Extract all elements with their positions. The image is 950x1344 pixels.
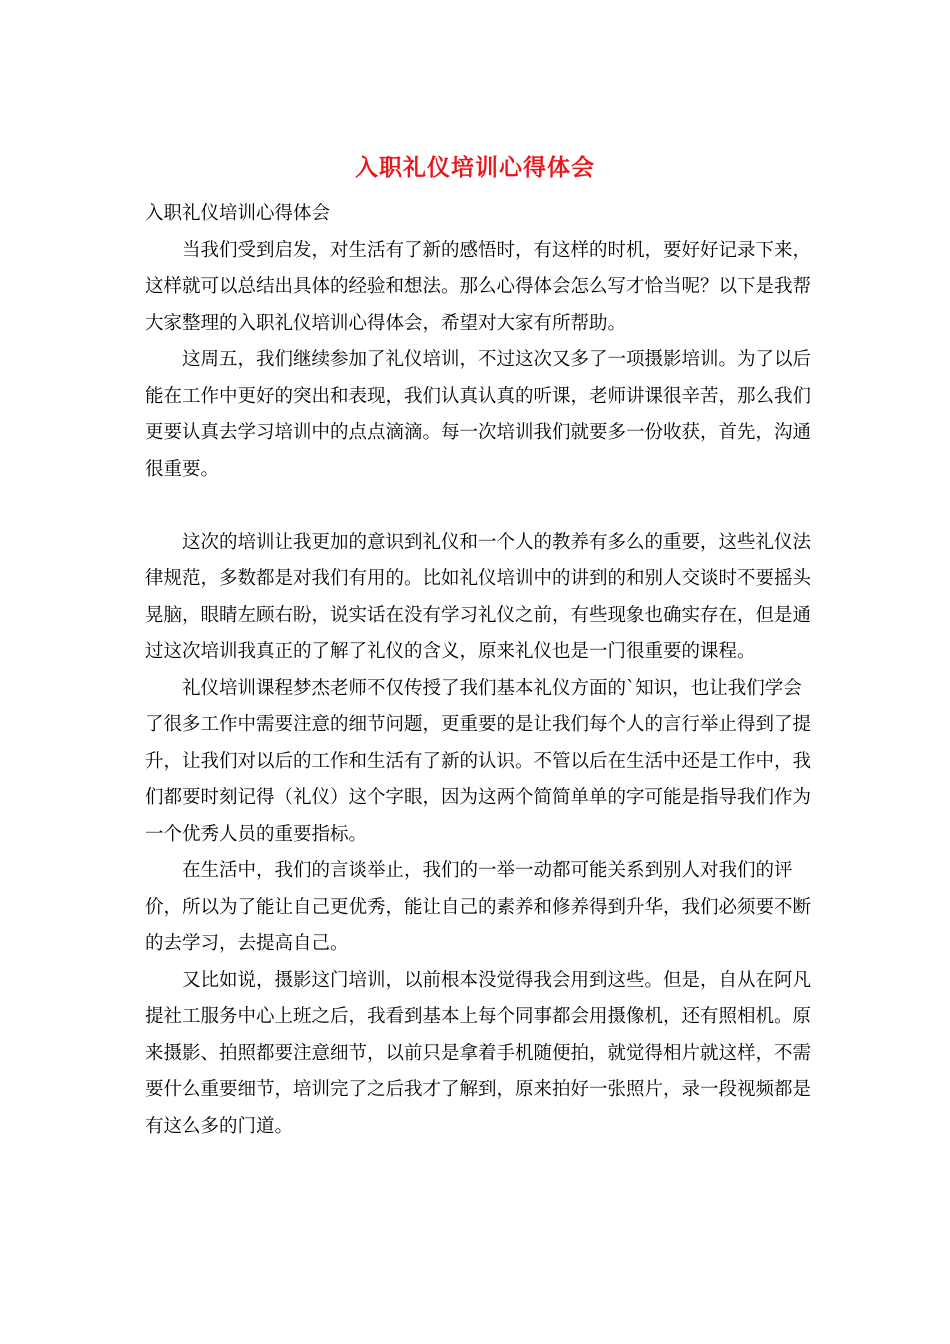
document-body [145, 196, 815, 1145]
paragraph-intro: 当我们受到启发，对生活有了新的感悟时，有这样的时机，要好好记录下来，这样就可以总结出具体的经验和想法。那么心得体会怎么写才恰当呢？以下是我帮大家整理的入职礼仪培训心得体会，希望对大家有所帮助。 [145, 239, 812, 334]
paragraph-training-week: 这周五，我们继续参加了礼仪培训，不过这次又多了一项摄影培训。为了以后能在工作中更好的突出和表现，我们认真认真的听课，老师讲课很辛苦，那么我们更要认真去学习培训中的点点滴滴。每一次培训我们就要多一份收获，首先，沟通很重要。 [145, 349, 812, 480]
paragraph-photography: 又比如说，摄影这门培训，以前根本没觉得我会用到这些。但是，自从在阿凡提社工服务中心上班之后，我看到基本上每个同事都会用摄像机，还有照相机。原来摄影、拍照都要注意细节，以前只是拿着手机随便拍，就觉得相片就这样，不需要什么重要细节，培训完了之后我才了解到，原来拍好一张照片，录一段视频都是有这么多的门道。 [145, 969, 812, 1137]
document-subtitle: 入职礼仪培训心得体会 [145, 203, 331, 224]
document-title: 入职礼仪培训心得体会 [355, 154, 595, 181]
blank-line [145, 488, 815, 525]
paragraph-daily-life: 在生活中，我们的言谈举止，我们的一举一动都可能关系到别人对我们的评价，所以为了能让自己更优秀，能让自己的素养和修养得到升华，我们必须要不断的去学习，去提高自己。 [145, 860, 812, 954]
paragraph-etiquette-course: 礼仪培训课程梦杰老师不仅传授了我们基本礼仪方面的`知识，也让我们学会了很多工作中需要注意的细节问题，更重要的是让我们每个人的言行举止得到了提升，让我们对以后的工作和生活有了新的认识。不管以后在生活中还是工作中，我们都要时刻记得（礼仪）这个字眼，因为这两个简简单单的字可能是指导我们作为一个优秀人员的重要指标。 [145, 677, 812, 845]
paragraph-etiquette-importance: 这次的培训让我更加的意识到礼仪和一个人的教养有多么的重要，这些礼仪法律规范，多数都是对我们有用的。比如礼仪培训中的讲到的和别人交谈时不要摇头晃脑，眼睛左顾右盼，说实话在没有学习礼仪之前，有些现象也确实存在，但是通过这次培训我真正的了解了礼仪的含义，原来礼仪也是一门很重要的课程。 [145, 531, 812, 662]
